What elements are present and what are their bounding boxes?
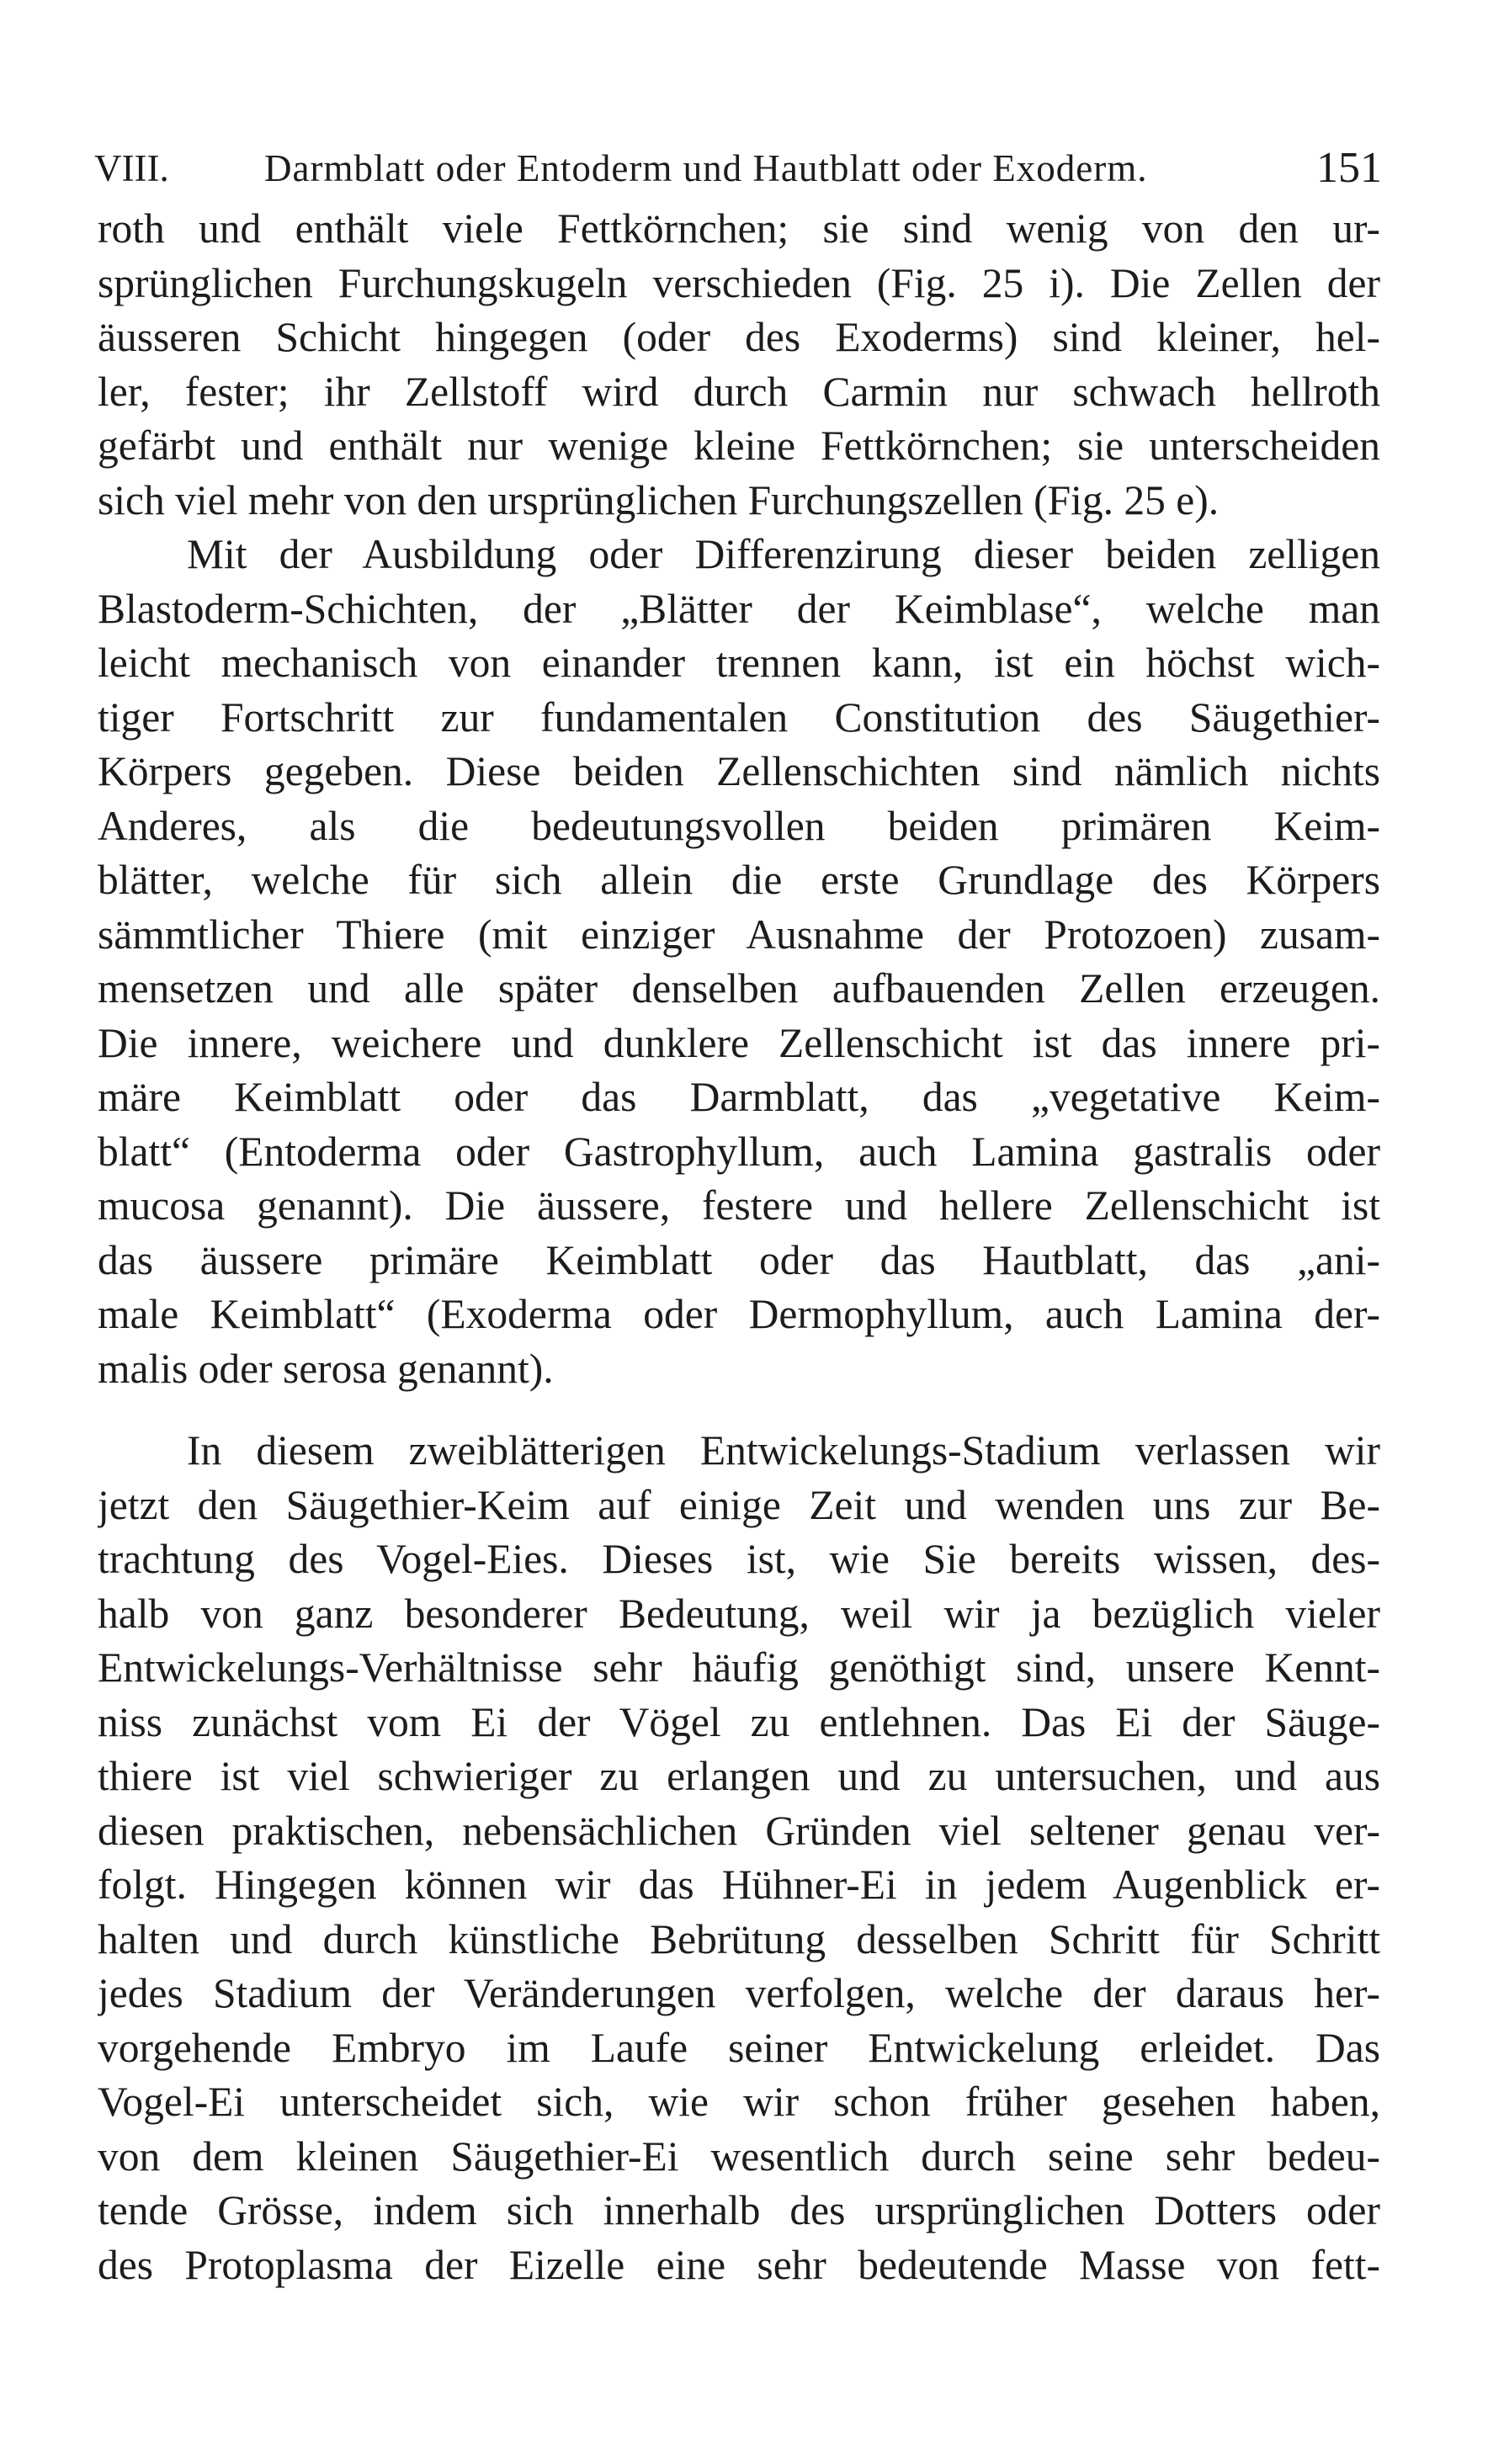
text-line: malis oder serosa genannt). bbox=[98, 1345, 554, 1392]
text-line: mucosa genannt). Die äussere, festere und hellere Zellenschicht ist bbox=[98, 1182, 1380, 1229]
chapter-number: VIII. bbox=[94, 147, 169, 189]
text-line: sprünglichen Furchungskugeln verschieden (Fig. 25 i). Die Zellen der bbox=[98, 259, 1380, 306]
text-line: sämmtlicher Thiere (mit einziger Ausnahme der Protozoen) zusam- bbox=[98, 911, 1380, 958]
text-line: das äussere primäre Keimblatt oder das Hautblatt, das „ani- bbox=[98, 1236, 1380, 1283]
text-line: folgt. Hingegen können wir das Hühner-Ei in jedem Augenblick er- bbox=[98, 1861, 1380, 1908]
text-line: trachtung des Vogel-Eies. Dieses ist, wie Sie bereits wissen, des- bbox=[98, 1536, 1380, 1582]
text-line: halb von ganz besonderer Bedeutung, weil wir ja bezüglich vieler bbox=[98, 1590, 1380, 1637]
text-line: diesen praktischen, nebensächlichen Gründen viel seltener genau ver- bbox=[98, 1807, 1380, 1854]
paragraph-gap bbox=[98, 1396, 1380, 1424]
text-line: Vogel-Ei unterscheidet sich, wie wir schon früher gesehen haben, bbox=[98, 2079, 1380, 2125]
text-line: ler, fester; ihr Zellstoff wird durch Carmin nur schwach hellroth bbox=[98, 368, 1380, 415]
text-line: In diesem zweiblätterigen Entwickelungs-Stadium verlassen wir bbox=[187, 1427, 1380, 1474]
text-line: Die innere, weichere und dunklere Zellenschicht ist das innere pri- bbox=[98, 1019, 1380, 1066]
text-line: leicht mechanisch von einander trennen kann, ist ein höchst wich- bbox=[98, 640, 1380, 686]
text-line: gefärbt und enthält nur wenige kleine Fettkörnchen; sie unterscheiden bbox=[98, 422, 1380, 469]
text-line: Blastoderm-Schichten, der „Blätter der Keimblase“, welche man bbox=[98, 585, 1380, 632]
text-line: des Protoplasma der Eizelle eine sehr bedeutende Masse von fett- bbox=[98, 2241, 1380, 2288]
text-line: äusseren Schicht hingegen (oder des Exoderms) sind kleiner, hel- bbox=[98, 314, 1380, 360]
text-line: jedes Stadium der Veränderungen verfolgen, welche der daraus her- bbox=[98, 1970, 1380, 2016]
text-line: Mit der Ausbildung oder Differenzirung dieser beiden zelligen bbox=[187, 531, 1380, 577]
text-line: tiger Fortschritt zur fundamentalen Constitution des Säugethier- bbox=[98, 693, 1380, 741]
text-line: male Keimblatt“ (Exoderma oder Dermophyllum, auch Lamina der- bbox=[98, 1291, 1380, 1337]
text-line: roth und enthält viele Fettkörnchen; sie sind wenig von den ur- bbox=[98, 205, 1380, 252]
text-line: märe Keimblatt oder das Darmblatt, das „vegetative Keim- bbox=[98, 1074, 1380, 1120]
text-line: jetzt den Säugethier-Keim auf einige Zeit und wenden uns zur Be- bbox=[98, 1481, 1380, 1528]
text-line: blatt“ (Entoderma oder Gastrophyllum, auch Lamina gastralis oder bbox=[98, 1128, 1380, 1175]
running-title: Darmblatt oder Entoderm und Hautblatt oder Exoderm. bbox=[264, 147, 1148, 189]
body-text bbox=[98, 202, 1380, 2292]
text-line: vorgehende Embryo im Laufe seiner Entwickelung erleidet. Das bbox=[98, 2024, 1380, 2071]
text-line: tende Grösse, indem sich innerhalb des ursprünglichen Dotters oder bbox=[98, 2187, 1380, 2233]
text-line: thiere ist viel schwieriger zu erlangen und zu untersuchen, und aus bbox=[98, 1753, 1380, 1799]
running-header bbox=[94, 135, 1382, 202]
text-line: halten und durch künstliche Bebrütung desselben Schritt für Schritt bbox=[98, 1915, 1380, 1962]
text-line: mensetzen und alle später denselben aufbauenden Zellen erzeugen. bbox=[98, 965, 1380, 1012]
text-line: Körpers gegeben. Diese beiden Zellenschichten sind nämlich nichts bbox=[98, 748, 1380, 794]
text-line: niss zunächst vom Ei der Vögel zu entlehnen. Das Ei der Säuge- bbox=[98, 1698, 1380, 1745]
text-line: blätter, welche für sich allein die erste Grundlage des Körpers bbox=[98, 857, 1380, 903]
text-line: Entwickelungs-Verhältnisse sehr häufig genöthigt sind, unsere Kennt- bbox=[98, 1644, 1380, 1691]
text-line: Anderes, als die bedeutungsvollen beiden primären Keim- bbox=[98, 802, 1380, 849]
text-line: von dem kleinen Säugethier-Ei wesentlich durch seine sehr bedeu- bbox=[98, 2132, 1380, 2180]
page-number: 151 bbox=[1316, 144, 1382, 192]
text-line: sich viel mehr von den ursprünglichen Furchungszellen (Fig. 25 e). bbox=[98, 476, 1220, 523]
